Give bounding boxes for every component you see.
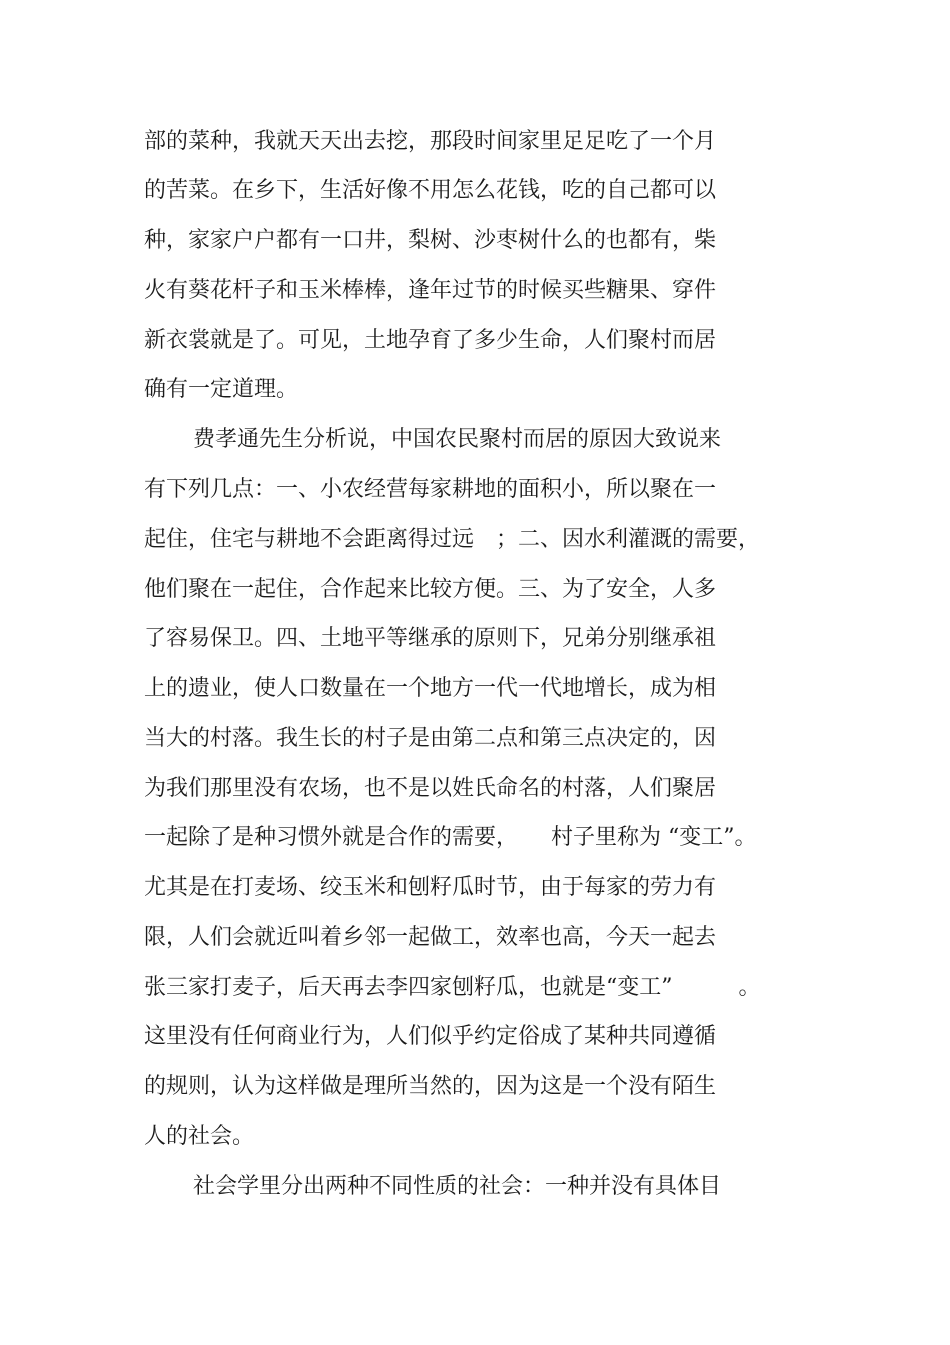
text-line: 尤其是在打麦场、绞玉米和刨籽瓜时节，由于每家的劳力有: [144, 875, 717, 900]
text-line: 了容易保卫。四、土地平等继承的原则下，兄弟分别继承祖: [144, 626, 717, 651]
text-line: 火有葵花杆子和玉米棒棒，逢年过节的时候买些糖果、穿件: [144, 278, 717, 303]
paragraph-first-line: 费孝通先生分析说，中国农民聚村而居的原因大致说来: [193, 427, 722, 452]
text-line: 当大的村落。我生长的村子是由第二点和第三点决定的，因: [144, 726, 717, 751]
text-line: 种，家家户户都有一口井，梨树、沙枣树什么的也都有，柴: [144, 228, 717, 253]
text-line: 限，人们会就近叫着乡邻一起做工，效率也高，今天一起去: [144, 925, 717, 950]
text-line: 有下列几点：一、小农经营每家耕地的面积小，所以聚在一: [144, 477, 717, 502]
text-line: 新衣裳就是了。可见，土地孕育了多少生命，人们聚村而居: [144, 328, 717, 353]
text-line: 他们聚在一起住，合作起来比较方便。三、为了安全，人多: [144, 577, 717, 602]
text-line: 一起除了是种习惯外就是合作的需要， 村子里称为 “变工”。: [144, 825, 757, 850]
text-line: 张三家打麦子，后天再去李四家刨籽瓜，也就是“变工” 。: [144, 975, 761, 1000]
text-line: 起住，住宅与耕地不会距离得过远 ；二、因水利灌溉的需要，: [144, 527, 761, 552]
text-line: 上的遗业，使人口数量在一个地方一代一代地增长，成为相: [144, 676, 717, 701]
text-line: 为我们那里没有农场，也不是以姓氏命名的村落，人们聚居: [144, 776, 717, 801]
paragraph-first-line: 社会学里分出两种不同性质的社会：一种并没有具体目: [193, 1174, 722, 1199]
text-line: 部的菜种，我就天天出去挖，那段时间家里足足吃了一个月: [144, 129, 717, 154]
text-line: 的规则，认为这样做是理所当然的，因为这是一个没有陌生: [144, 1074, 717, 1099]
text-line: 的苦菜。在乡下，生活好像不用怎么花钱，吃的自己都可以: [144, 178, 717, 203]
text-line: 人的社会。: [144, 1124, 255, 1149]
text-line: 这里没有任何商业行为，人们似乎约定俗成了某种共同遵循: [144, 1024, 717, 1049]
text-line: 确有一定道理。: [144, 377, 299, 402]
